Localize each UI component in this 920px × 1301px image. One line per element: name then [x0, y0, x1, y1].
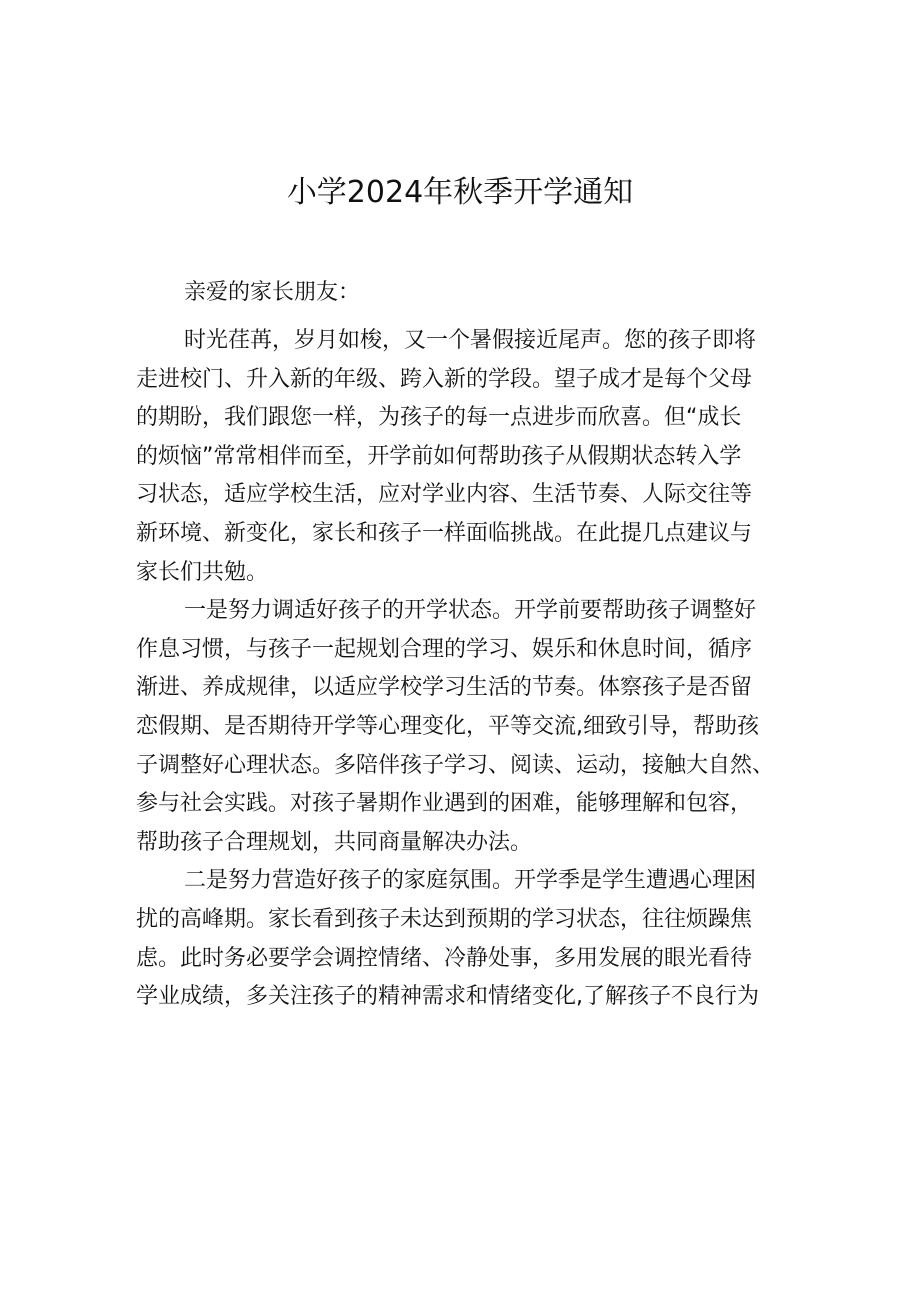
text-line: 恋假期、是否期待开学等心理变化，平等交流,细致引导，帮助孩 — [136, 713, 759, 739]
paragraph-point-one — [136, 592, 796, 862]
text-line: 子调整好心理状态。多陪伴孩子学习、阅读、运动，接触大自然、 — [136, 752, 775, 778]
paragraph-intro — [136, 322, 796, 592]
text-line: 虑。此时务必要学会调控情绪、冷静处事，多用发展的眼光看待 — [136, 945, 753, 971]
text-line: 扰的高峰期。家长看到孩子未达到预期的学习状态，往往烦躁焦 — [136, 906, 753, 932]
text-line: 走进校门、升入新的年级、跨入新的学段。望子成才是每个父母 — [136, 366, 753, 392]
page-title: 小学2024年秋季开学通知 — [286, 175, 634, 210]
text-line: 作息习惯，与孩子一起规划合理的学习、娱乐和休息时间，循序 — [136, 636, 753, 662]
text-line: 家长们共勉。 — [136, 559, 269, 585]
body-text — [136, 322, 796, 1017]
text-line: 的期盼，我们跟您一样，为孩子的每一点进步而欣喜。但“成长 — [136, 405, 742, 431]
text-line: 二是努力营造好孩子的家庭氛围。开学季是学生遭遇心理困 — [184, 868, 757, 894]
text-line: 渐进、养成规律，以适应学校学习生活的节奏。体察孩子是否留 — [136, 675, 753, 701]
greeting: 亲爱的家长朋友： — [184, 280, 361, 305]
text-line: 新环境、新变化，家长和孩子一样面临挑战。在此提几点建议与 — [136, 520, 753, 546]
paragraph-point-two — [136, 862, 796, 1016]
text-line: 学业成绩，多关注孩子的精神需求和情绪变化,了解孩子不良行为 — [136, 984, 759, 1010]
text-line: 习状态，适应学校生活，应对学业内容、生活节奏、人际交往等 — [136, 482, 753, 508]
text-line: 时光荏苒，岁月如梭，又一个暑假接近尾声。您的孩子即将 — [184, 328, 757, 353]
text-line: 参与社会实践。对孩子暑期作业遇到的困难，能够理解和包容， — [136, 791, 753, 817]
text-line: 帮助孩子合理规划，共同商量解决办法。 — [136, 829, 533, 855]
text-line: 的烦恼”常常相伴而至，开学前如何帮助孩子从假期状态转入学 — [136, 443, 742, 469]
text-line: 一是努力调适好孩子的开学状态。开学前要帮助孩子调整好 — [184, 598, 757, 624]
